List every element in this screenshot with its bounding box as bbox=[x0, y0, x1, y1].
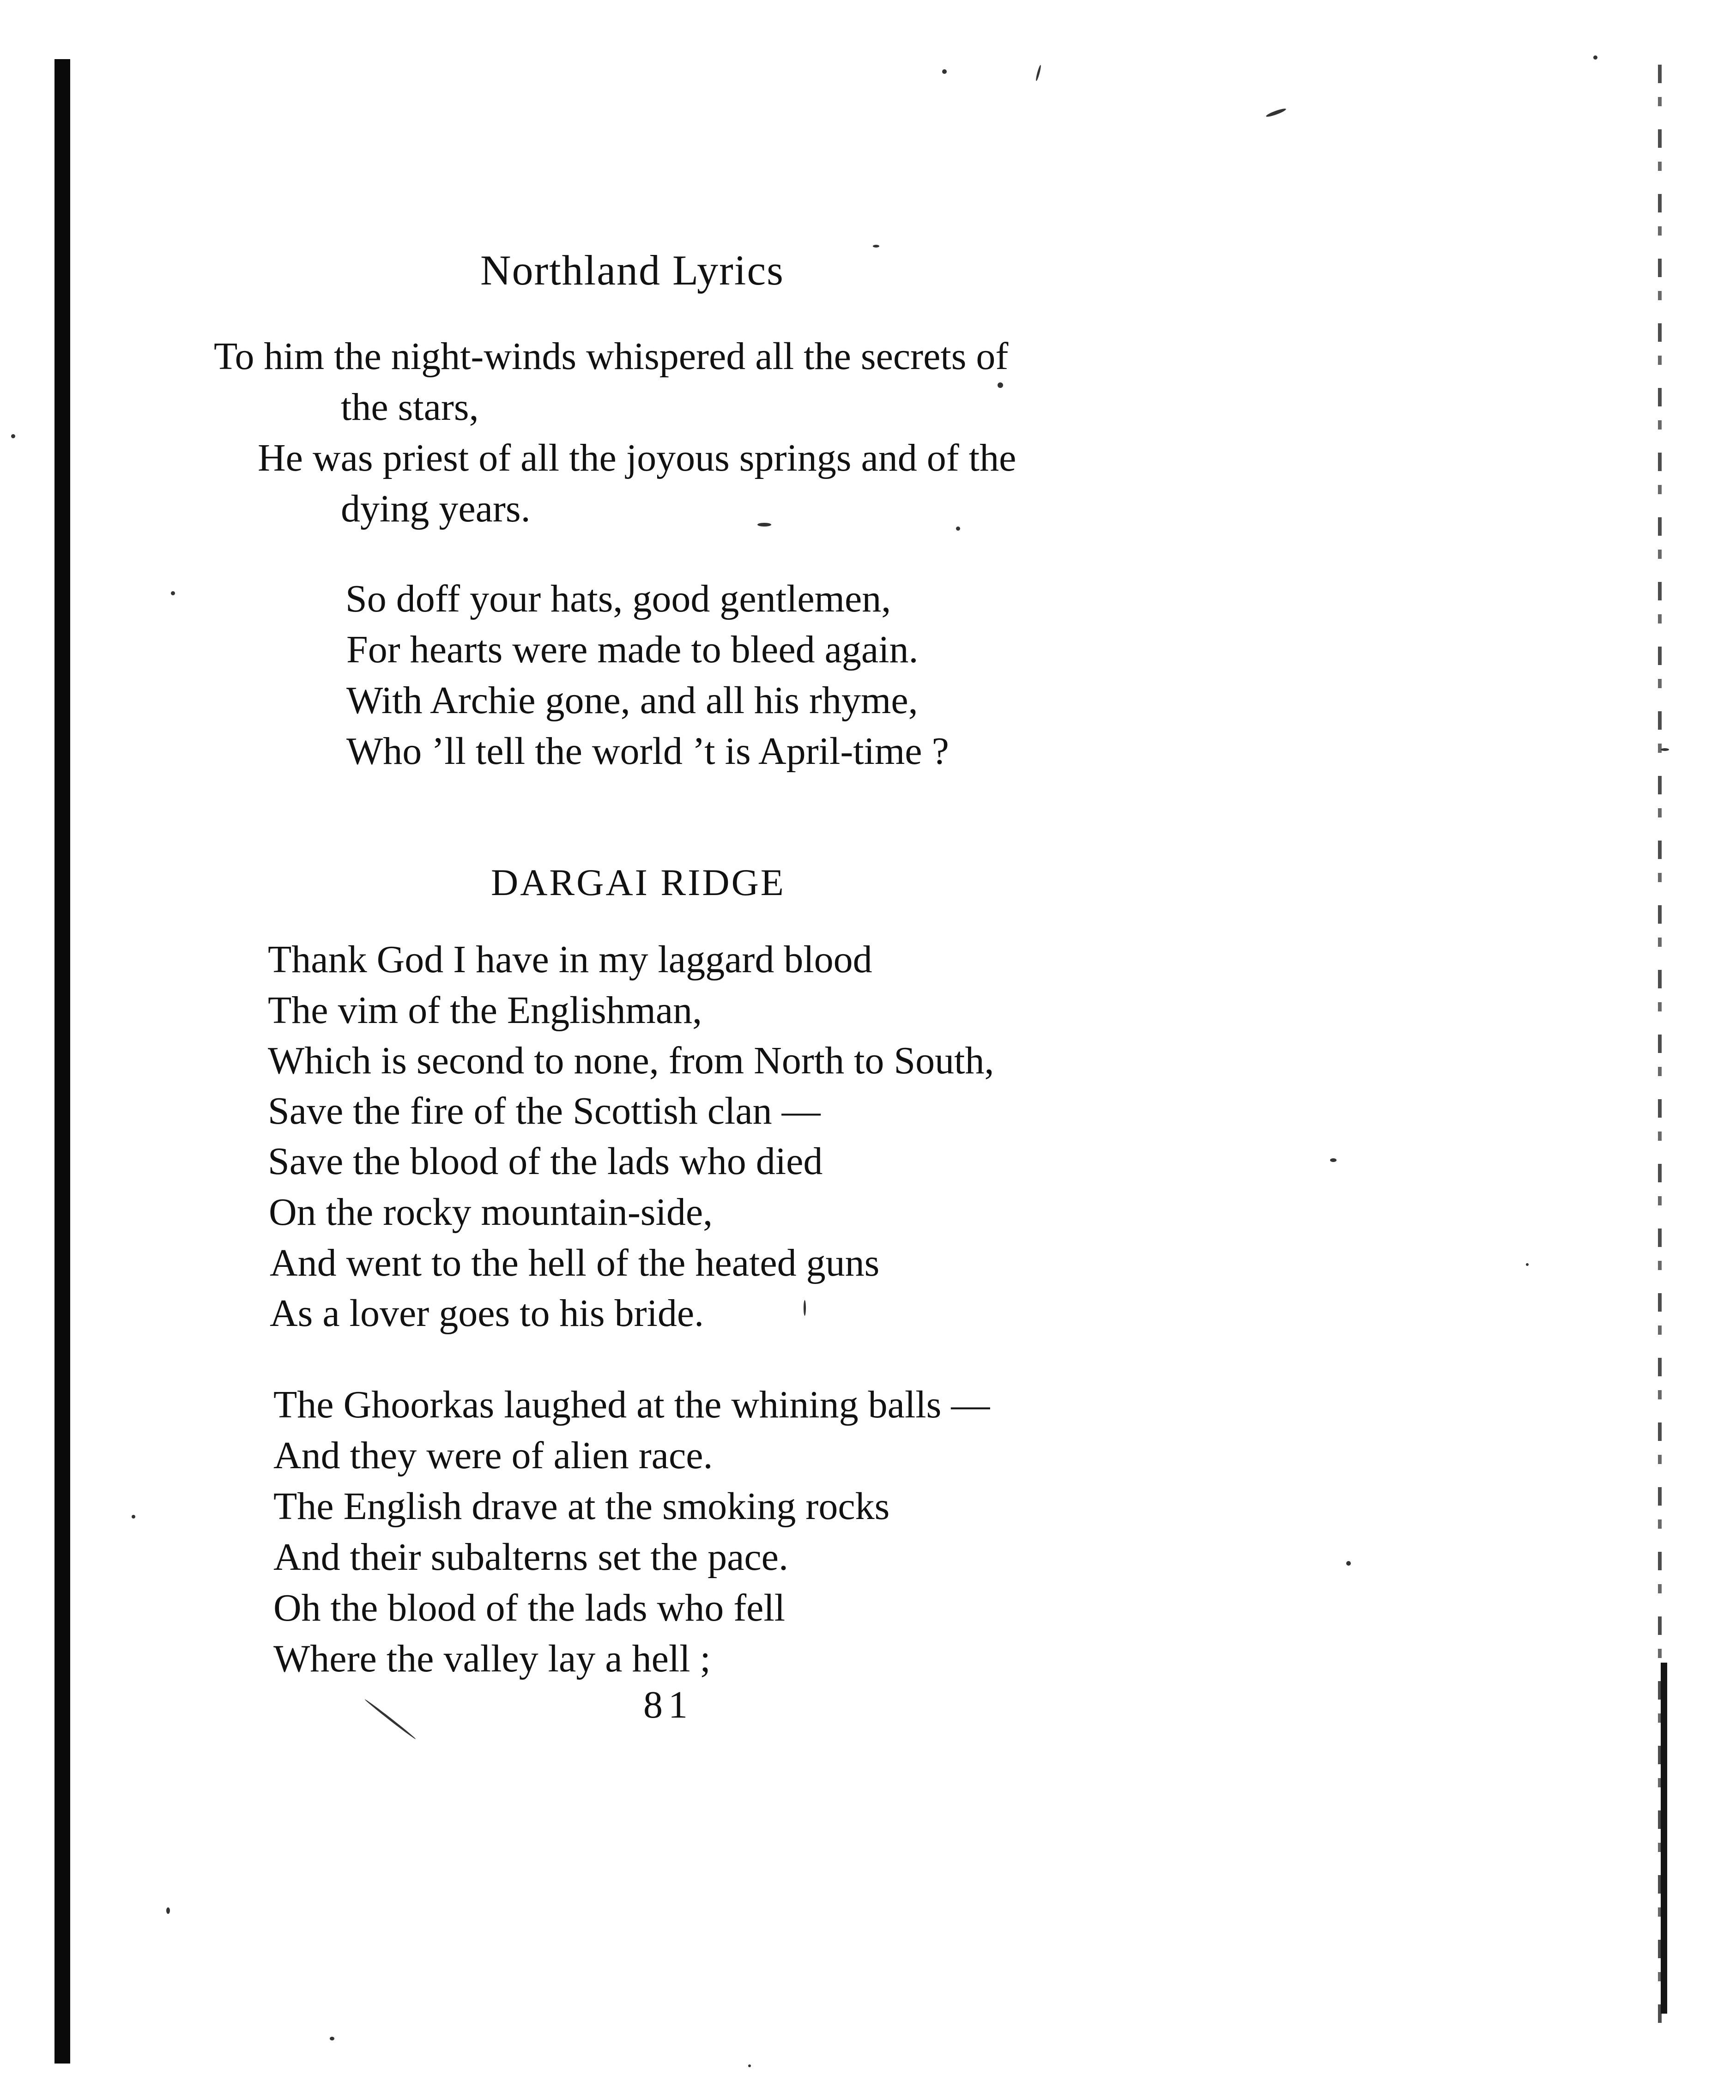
poem-line: For hearts were made to bleed again. bbox=[346, 628, 919, 671]
scan-speck bbox=[998, 382, 1003, 388]
poem-line: And their subalterns set the pace. bbox=[273, 1536, 788, 1579]
poem-line: Who ’ll tell the world ’t is April-time ? bbox=[346, 730, 949, 773]
running-head: Northland Lyrics bbox=[480, 247, 784, 294]
poem-line: The Ghoorkas laughed at the whining balls — bbox=[273, 1383, 990, 1426]
scan-speck bbox=[166, 1907, 170, 1914]
page-edge-dark bbox=[1661, 1663, 1667, 2014]
poem-line: To him the night-winds whispered all the secrets of bbox=[214, 335, 1009, 378]
poem-line: And they were of alien race. bbox=[273, 1434, 713, 1477]
poem-line: As a lover goes to his bride. bbox=[270, 1292, 704, 1335]
scan-speck bbox=[132, 1515, 135, 1519]
scan-speck bbox=[1593, 55, 1597, 60]
poem-line: Where the valley lay a hell ; bbox=[273, 1637, 711, 1680]
poem-title: DARGAI RIDGE bbox=[491, 861, 786, 903]
scan-speck bbox=[1035, 65, 1041, 81]
scan-speck bbox=[330, 2037, 334, 2040]
scan-speck bbox=[1526, 1263, 1529, 1266]
poem-line: Thank God I have in my laggard blood bbox=[268, 938, 872, 981]
scan-speck bbox=[1346, 1561, 1351, 1566]
poem-line: the stars, bbox=[341, 386, 479, 429]
binding-edge bbox=[54, 59, 70, 2064]
scan-speck bbox=[956, 527, 960, 531]
scan-speck bbox=[942, 69, 947, 74]
poem-line: Save the fire of the Scottish clan — bbox=[268, 1089, 821, 1132]
poem-line: On the rocky mountain-side, bbox=[269, 1191, 713, 1234]
scan-speck bbox=[757, 523, 771, 527]
poem-line: So doff your hats, good gentlemen, bbox=[345, 577, 891, 620]
poem-line: He was priest of all the joyous springs and of the bbox=[258, 436, 1016, 479]
poem-line: Which is second to none, from North to South, bbox=[268, 1039, 994, 1082]
poem-line: With Archie gone, and all his rhyme, bbox=[346, 679, 918, 722]
scan-speck bbox=[873, 245, 879, 248]
scan-speck bbox=[171, 591, 175, 595]
scan-speck bbox=[748, 2064, 751, 2067]
poem-line: And went to the hell of the heated guns bbox=[270, 1241, 880, 1284]
scan-speck bbox=[364, 1698, 416, 1740]
scan-speck bbox=[1330, 1158, 1337, 1162]
poem-line: dying years. bbox=[341, 487, 531, 530]
scan-speck bbox=[1661, 748, 1669, 751]
poem-line: The vim of the Englishman, bbox=[268, 989, 702, 1032]
scan-speck bbox=[804, 1300, 806, 1316]
poem-line: Save the blood of the lads who died bbox=[268, 1140, 823, 1183]
poem-line: Oh the blood of the lads who fell bbox=[273, 1586, 786, 1629]
poem-line: The English drave at the smoking rocks bbox=[273, 1485, 890, 1528]
scan-speck bbox=[11, 434, 15, 438]
page-number: 81 bbox=[643, 1683, 693, 1726]
scan-speck bbox=[1265, 107, 1287, 118]
